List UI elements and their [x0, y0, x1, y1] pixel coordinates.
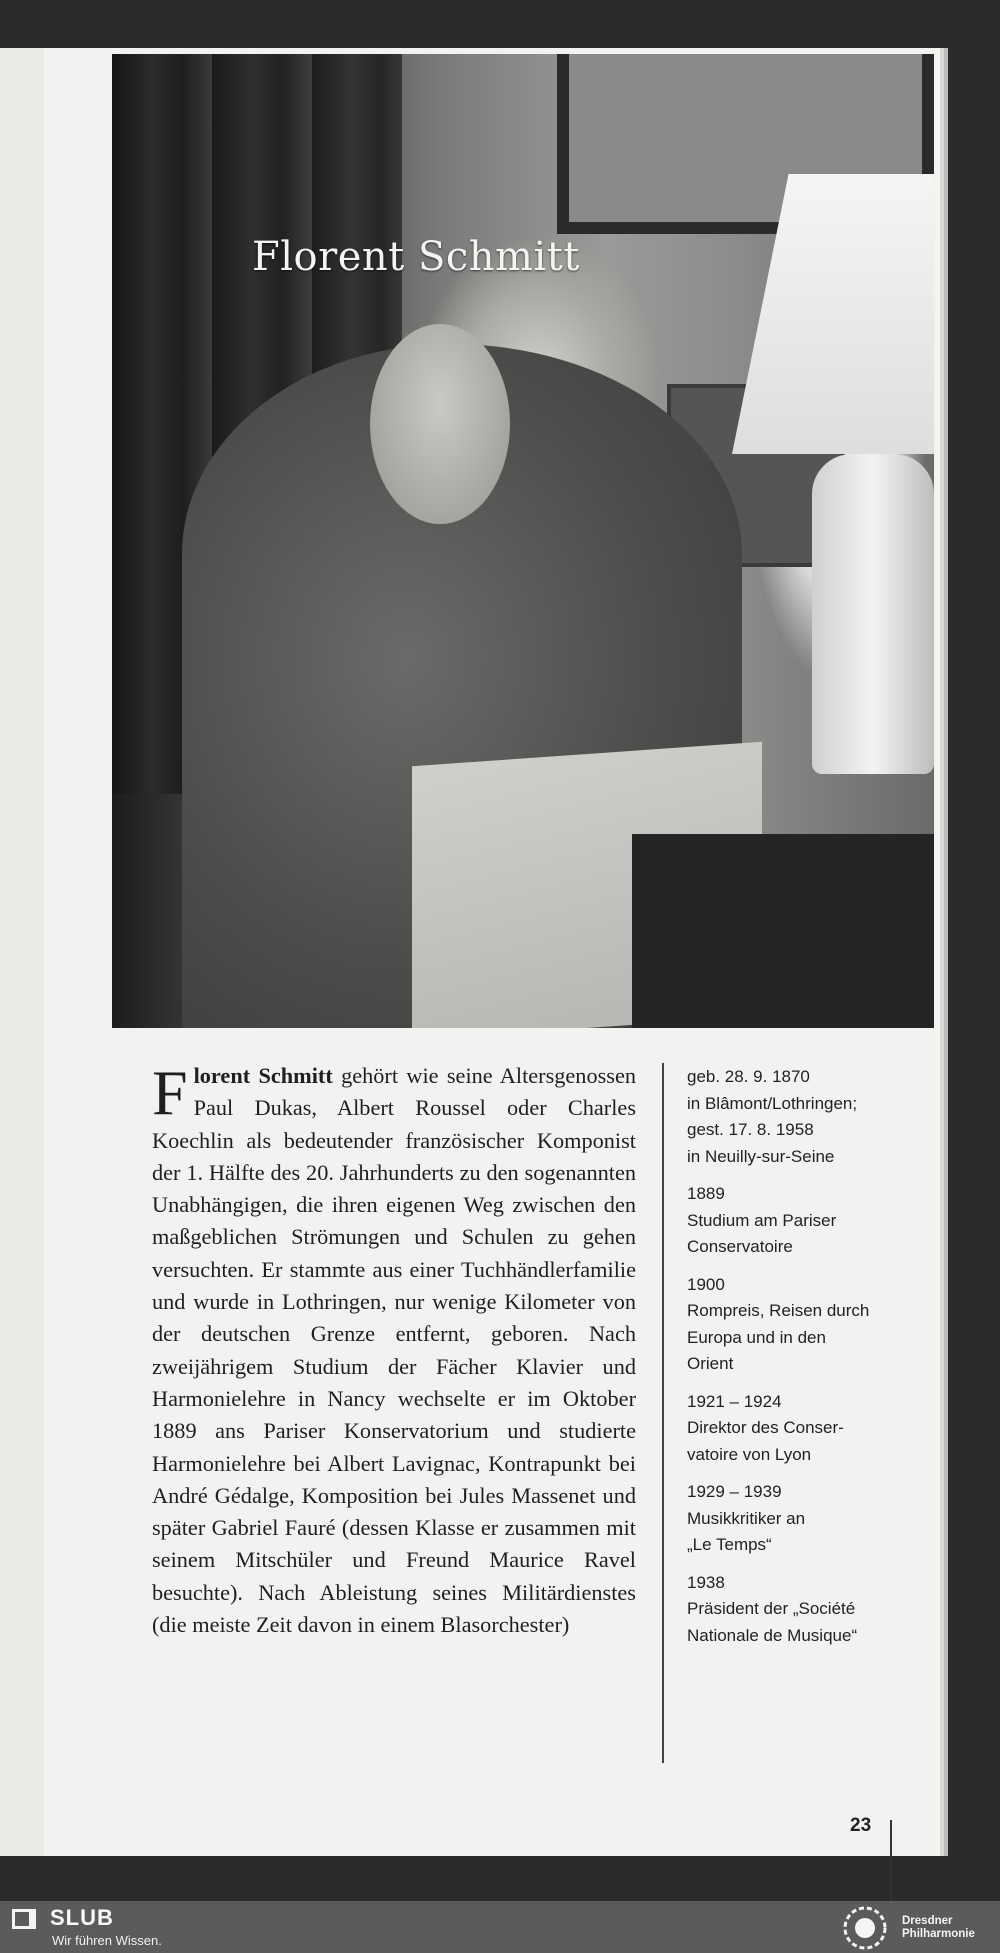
portrait-photo [112, 54, 934, 1028]
biography-timeline [687, 1064, 917, 1660]
timeline-line: Musikkritiker an [687, 1508, 806, 1528]
timeline-line: Orient [687, 1354, 734, 1373]
scanned-page [44, 48, 940, 1856]
slub-logo-icon[interactable] [12, 1909, 36, 1929]
timeline-line: „Le Temps“ [687, 1535, 772, 1554]
article-body [152, 1057, 636, 1641]
timeline-line: in Blâmont/Lothringen; [687, 1093, 858, 1113]
timeline-line: in Neuilly-sur-Seine [687, 1146, 835, 1166]
article-lead: lorent Schmitt [193, 1063, 333, 1088]
timeline-year: 1929 – 1939 [687, 1482, 782, 1501]
timeline-entry-1889 [687, 1181, 917, 1261]
timeline-year: 1889 [687, 1184, 725, 1203]
timeline-line: Studium am Pariser [687, 1210, 837, 1230]
photo-table [632, 834, 934, 1028]
drop-cap: F [152, 1057, 188, 1128]
viewer-footer-bar [0, 1901, 1000, 1953]
article-body-text: gehört wie seine Altersgenossen Paul Dukas, Albert Roussel oder Charles Koechlin als bedeutender französischer Komponist der 1. Hälfte des 20. Jahrhunderts zu den sogenannten Unabhängigen, die ihren eigenen Weg zwischen den maßgeblichen Strömungen und Schulen zu gehen versuchten. Er stammte aus einer Tuchhändlerfamilie und wurde in Lothringen, nur wenige Kilometer von der deutschen Grenze entfernt, geboren. Nach zweijährigem Studium der Fächer Klavier und Harmonielehre in Nancy wechselte er im Oktober 1889 ans Pariser Konservatorium und studierte Harmonielehre bei Albert Lavignac, Kontrapunkt bei André Gédalge, Komposition bei Jules Massenet und später Gabriel Fauré (dessen Klasse er zusammen mit seinem Mitschüler und Freund Maurice Ravel besuchte). Nach Ableistung seines Militärdienstes (die meiste Zeit davon in einem Blasorchester) [152, 1063, 636, 1638]
philharmonie-logo-icon[interactable] [842, 1905, 888, 1951]
adjacent-page-edge [0, 48, 49, 1856]
timeline-year: 1921 – 1924 [687, 1391, 782, 1411]
photo-head [370, 324, 510, 524]
timeline-line: Präsident der „Société [687, 1599, 856, 1618]
timeline-year: 1938 [687, 1572, 725, 1592]
timeline-line: vatoire von Lyon [687, 1444, 812, 1464]
philharmonie-name-line1: Dresdner [902, 1915, 953, 1927]
page-number: 23 [850, 1815, 872, 1836]
timeline-entry-birth-death [687, 1064, 917, 1170]
timeline-line: gest. 17. 8. 1958 [687, 1120, 814, 1139]
article-title: Florent Schmitt [252, 234, 580, 280]
timeline-line: Nationale de Musique“ [687, 1625, 858, 1645]
page-number-rule [890, 1820, 892, 1904]
timeline-entry-1929 [687, 1479, 917, 1559]
timeline-year: 1900 [687, 1274, 725, 1294]
timeline-entry-1900 [687, 1272, 917, 1378]
timeline-entry-1921 [687, 1389, 917, 1469]
philharmonie-name-line2: Philharmonie [902, 1928, 975, 1940]
timeline-line: Direktor des Conser- [687, 1418, 844, 1437]
slub-logo-text[interactable]: SLUB [50, 1905, 114, 1930]
photo-lampbase [812, 454, 934, 774]
slub-tagline: Wir führen Wissen. [52, 1933, 162, 1948]
philharmonie-name[interactable] [902, 1915, 975, 1941]
timeline-line: geb. 28. 9. 1870 [687, 1067, 810, 1086]
timeline-line: Rompreis, Reisen durch [687, 1301, 870, 1320]
timeline-line: Conservatoire [687, 1237, 793, 1256]
timeline-line: Europa und in den [687, 1327, 826, 1347]
timeline-entry-1938 [687, 1570, 917, 1650]
column-divider [662, 1063, 664, 1763]
